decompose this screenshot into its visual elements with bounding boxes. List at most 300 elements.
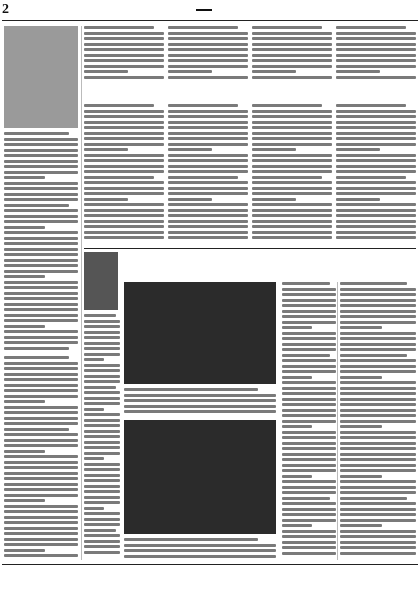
text-line — [4, 472, 78, 475]
text-line — [168, 159, 248, 162]
text-line — [4, 373, 78, 376]
text-line — [84, 386, 116, 389]
text-line — [4, 532, 78, 535]
text-line — [340, 414, 416, 417]
text-line — [4, 549, 45, 552]
text-line — [252, 198, 296, 201]
text-line — [168, 121, 248, 124]
text-line — [84, 397, 120, 400]
text-line — [84, 446, 120, 449]
text-line — [84, 209, 164, 212]
text-line — [340, 337, 416, 340]
text-line — [4, 259, 78, 262]
text-line — [84, 512, 120, 515]
text-line — [340, 513, 416, 516]
text-line — [336, 70, 380, 73]
text-line — [84, 490, 120, 493]
text-line — [340, 293, 416, 296]
text-line — [4, 281, 78, 284]
text-line — [84, 32, 164, 35]
text-line — [336, 32, 416, 35]
text-line — [340, 359, 416, 362]
text-line — [168, 165, 248, 168]
text-line — [4, 209, 78, 212]
text-line — [336, 154, 416, 157]
text-line — [4, 347, 69, 350]
text-line — [84, 104, 154, 107]
column-lower-3 — [340, 282, 416, 560]
text-line — [252, 137, 332, 140]
text-line — [282, 497, 330, 500]
text-line — [340, 436, 416, 439]
text-line — [336, 165, 416, 168]
text-line — [168, 154, 248, 157]
text-line — [336, 54, 416, 57]
text-line — [4, 488, 78, 491]
text-line — [252, 209, 332, 212]
text-line — [124, 394, 276, 397]
text-line — [252, 225, 332, 228]
text-line — [84, 225, 164, 228]
text-line — [282, 535, 336, 538]
text-line — [252, 37, 332, 40]
text-line — [84, 320, 120, 323]
text-line — [4, 499, 45, 502]
text-line — [282, 376, 312, 379]
text-line — [282, 420, 336, 423]
text-line — [282, 370, 336, 373]
text-line — [84, 54, 164, 57]
text-line — [84, 137, 164, 140]
text-line — [84, 457, 104, 460]
text-line — [252, 231, 332, 234]
text-line — [340, 464, 416, 467]
text-line — [4, 308, 78, 311]
column-upper-2 — [168, 26, 248, 84]
text-line — [340, 332, 416, 335]
text-line — [282, 293, 336, 296]
text-line — [252, 236, 332, 239]
text-line — [336, 203, 416, 206]
text-line — [84, 353, 120, 356]
text-line — [84, 501, 120, 504]
text-line — [168, 48, 248, 51]
text-line — [336, 143, 416, 146]
text-line — [336, 148, 380, 151]
masthead-rule — [2, 20, 418, 21]
text-line — [340, 420, 416, 423]
text-line — [340, 442, 416, 445]
text-line — [84, 121, 164, 124]
text-line — [336, 137, 416, 140]
text-line — [282, 315, 336, 318]
text-line — [84, 76, 164, 79]
text-line — [84, 220, 164, 223]
text-line — [168, 148, 212, 151]
text-line — [282, 365, 336, 368]
text-line — [336, 48, 416, 51]
text-line — [340, 387, 416, 390]
text-line — [124, 405, 276, 408]
text-line — [282, 299, 336, 302]
column-lower-left — [4, 356, 78, 560]
text-line — [340, 535, 416, 538]
photo-skyline — [124, 420, 276, 534]
text-line — [84, 435, 120, 438]
text-line — [336, 126, 416, 129]
text-line — [282, 513, 336, 516]
text-line — [168, 132, 248, 135]
text-line — [336, 231, 416, 234]
text-line — [4, 400, 45, 403]
text-line — [340, 502, 416, 505]
text-line — [84, 170, 164, 173]
text-line — [282, 552, 336, 555]
text-line — [84, 468, 120, 471]
headline-academician — [120, 252, 330, 278]
text-line — [4, 466, 78, 469]
text-line — [84, 523, 120, 526]
text-line — [340, 299, 416, 302]
text-line — [84, 126, 164, 129]
text-line — [4, 264, 78, 267]
text-line — [252, 148, 296, 151]
text-line — [336, 43, 416, 46]
text-line — [4, 149, 78, 152]
text-line — [168, 225, 248, 228]
text-line — [340, 519, 416, 522]
text-line — [252, 54, 332, 57]
text-line — [340, 497, 407, 500]
text-line — [168, 43, 248, 46]
text-line — [84, 496, 120, 499]
text-line — [168, 32, 248, 35]
text-line — [282, 508, 336, 511]
text-line — [282, 359, 336, 362]
text-line — [336, 115, 416, 118]
text-line — [124, 388, 258, 391]
text-line — [84, 474, 120, 477]
text-line — [282, 310, 336, 313]
text-line — [340, 453, 416, 456]
text-line — [84, 110, 164, 113]
column-upper-1 — [84, 26, 164, 84]
text-line — [124, 410, 276, 413]
text-line — [4, 341, 78, 344]
text-line — [282, 530, 336, 533]
text-line — [336, 209, 416, 212]
text-line — [84, 463, 120, 466]
headline-ecology — [84, 86, 416, 100]
text-line — [4, 356, 69, 359]
text-line — [340, 541, 416, 544]
text-line — [4, 204, 69, 207]
text-line — [282, 409, 336, 412]
text-line — [168, 26, 238, 29]
text-line — [84, 65, 164, 68]
text-line — [282, 519, 336, 522]
text-line — [252, 76, 332, 79]
text-line — [168, 76, 248, 79]
text-line — [168, 143, 248, 146]
text-line — [84, 187, 164, 190]
text-line — [168, 126, 248, 129]
column-lower-1 — [84, 314, 120, 560]
text-line — [340, 546, 416, 549]
text-line — [340, 392, 416, 395]
text-line — [84, 336, 120, 339]
text-line — [4, 461, 78, 464]
text-line — [84, 391, 120, 394]
text-line — [84, 364, 120, 367]
text-line — [282, 343, 336, 346]
text-line — [84, 534, 120, 537]
text-line — [282, 304, 336, 307]
text-line — [252, 104, 322, 107]
text-line — [84, 176, 154, 179]
text-line — [340, 348, 416, 351]
text-line — [168, 137, 248, 140]
column-left — [4, 132, 78, 352]
column-below-skyline — [124, 538, 276, 560]
text-line — [4, 275, 45, 278]
text-line — [4, 367, 78, 370]
column-mid-4 — [336, 104, 416, 244]
text-line — [282, 332, 336, 335]
text-line — [84, 325, 120, 328]
text-line — [4, 494, 78, 497]
text-line — [4, 330, 78, 333]
text-line — [340, 524, 382, 527]
text-line — [282, 453, 336, 456]
photo-portrait — [84, 252, 118, 310]
text-line — [336, 176, 406, 179]
text-line — [282, 398, 336, 401]
text-line — [124, 544, 276, 547]
text-line — [84, 479, 120, 482]
text-line — [168, 198, 212, 201]
text-line — [340, 381, 416, 384]
text-line — [282, 464, 336, 467]
text-line — [340, 282, 407, 285]
text-line — [84, 203, 164, 206]
text-line — [336, 65, 416, 68]
text-line — [252, 170, 332, 173]
text-line — [84, 331, 120, 334]
text-line — [336, 220, 416, 223]
text-line — [340, 469, 416, 472]
text-line — [168, 209, 248, 212]
text-line — [252, 110, 332, 113]
text-line — [84, 59, 164, 62]
column-mid-3 — [252, 104, 332, 244]
text-line — [4, 336, 78, 339]
column-caption-area — [124, 388, 276, 418]
text-line — [282, 414, 336, 417]
text-line — [340, 475, 382, 478]
text-line — [282, 354, 330, 357]
text-line — [336, 236, 416, 239]
column-upper-3 — [252, 26, 332, 84]
text-line — [340, 491, 416, 494]
text-line — [4, 406, 78, 409]
text-line — [4, 439, 78, 442]
text-line — [4, 143, 78, 146]
text-line — [4, 538, 78, 541]
text-line — [4, 389, 78, 392]
text-line — [84, 375, 120, 378]
text-line — [168, 65, 248, 68]
text-line — [84, 545, 120, 548]
text-line — [124, 399, 276, 402]
text-line — [336, 26, 406, 29]
text-line — [4, 303, 78, 306]
photo-top-left — [4, 26, 78, 128]
text-line — [84, 441, 120, 444]
text-line — [340, 425, 382, 428]
text-line — [252, 181, 332, 184]
text-line — [168, 203, 248, 206]
text-line — [336, 198, 380, 201]
text-line — [84, 165, 164, 168]
text-line — [340, 458, 416, 461]
text-line — [252, 192, 332, 195]
text-line — [336, 170, 416, 173]
text-line — [4, 253, 78, 256]
text-line — [252, 165, 332, 168]
text-line — [4, 198, 78, 201]
text-line — [4, 193, 78, 196]
text-line — [282, 337, 336, 340]
text-line — [340, 552, 416, 555]
text-line — [252, 48, 332, 51]
text-line — [4, 182, 78, 185]
text-line — [282, 447, 336, 450]
text-line — [282, 502, 336, 505]
text-line — [4, 160, 78, 163]
text-line — [340, 304, 416, 307]
text-line — [282, 458, 336, 461]
text-line — [84, 143, 164, 146]
text-line — [84, 43, 164, 46]
text-line — [4, 154, 78, 157]
text-line — [252, 121, 332, 124]
text-line — [84, 342, 120, 345]
text-line — [252, 115, 332, 118]
text-line — [282, 381, 336, 384]
text-line — [84, 540, 120, 543]
text-line — [340, 288, 416, 291]
text-line — [336, 121, 416, 124]
text-line — [336, 59, 416, 62]
text-line — [282, 282, 330, 285]
text-line — [4, 248, 78, 251]
column-mid-2 — [168, 104, 248, 244]
text-line — [282, 288, 336, 291]
text-line — [336, 214, 416, 217]
text-line — [252, 65, 332, 68]
text-line — [252, 214, 332, 217]
text-line — [4, 286, 78, 289]
newspaper-logo — [196, 9, 212, 11]
text-line — [282, 403, 336, 406]
text-line — [252, 70, 296, 73]
text-line — [4, 187, 78, 190]
text-line — [4, 270, 78, 273]
page-number: 2 — [2, 2, 9, 17]
text-line — [340, 365, 416, 368]
text-line — [4, 395, 78, 398]
text-line — [252, 43, 332, 46]
text-line — [84, 551, 120, 554]
text-line — [4, 171, 78, 174]
text-line — [252, 26, 322, 29]
text-line — [340, 486, 416, 489]
text-line — [4, 455, 78, 458]
text-line — [4, 220, 78, 223]
text-line — [282, 321, 336, 324]
text-line — [4, 319, 78, 322]
text-line — [84, 358, 104, 361]
text-line — [340, 376, 382, 379]
text-line — [84, 430, 120, 433]
text-line — [282, 392, 336, 395]
section-rule — [84, 248, 416, 249]
text-line — [168, 187, 248, 190]
text-line — [340, 530, 416, 533]
text-line — [282, 524, 312, 527]
text-line — [282, 442, 336, 445]
text-line — [340, 431, 416, 434]
text-line — [168, 104, 238, 107]
text-line — [282, 475, 312, 478]
text-line — [4, 527, 78, 530]
text-line — [282, 486, 336, 489]
text-line — [84, 369, 120, 372]
text-line — [340, 321, 416, 324]
text-line — [336, 181, 416, 184]
text-line — [4, 292, 78, 295]
text-line — [84, 181, 164, 184]
text-line — [282, 436, 336, 439]
text-line — [168, 236, 248, 239]
text-line — [252, 126, 332, 129]
text-line — [4, 516, 78, 519]
text-line — [252, 154, 332, 157]
text-line — [336, 110, 416, 113]
text-line — [4, 510, 78, 513]
text-line — [4, 215, 78, 218]
text-line — [282, 546, 336, 549]
text-line — [84, 132, 164, 135]
text-line — [4, 450, 45, 453]
text-line — [4, 483, 78, 486]
text-line — [84, 413, 120, 416]
text-line — [252, 143, 332, 146]
text-line — [4, 543, 78, 546]
text-line — [4, 237, 78, 240]
text-line — [124, 538, 258, 541]
text-line — [340, 403, 416, 406]
text-line — [336, 37, 416, 40]
text-line — [336, 159, 416, 162]
text-line — [4, 428, 69, 431]
text-line — [340, 398, 416, 401]
text-line — [124, 549, 276, 552]
text-line — [84, 70, 128, 73]
text-line — [282, 326, 312, 329]
text-line — [84, 485, 120, 488]
